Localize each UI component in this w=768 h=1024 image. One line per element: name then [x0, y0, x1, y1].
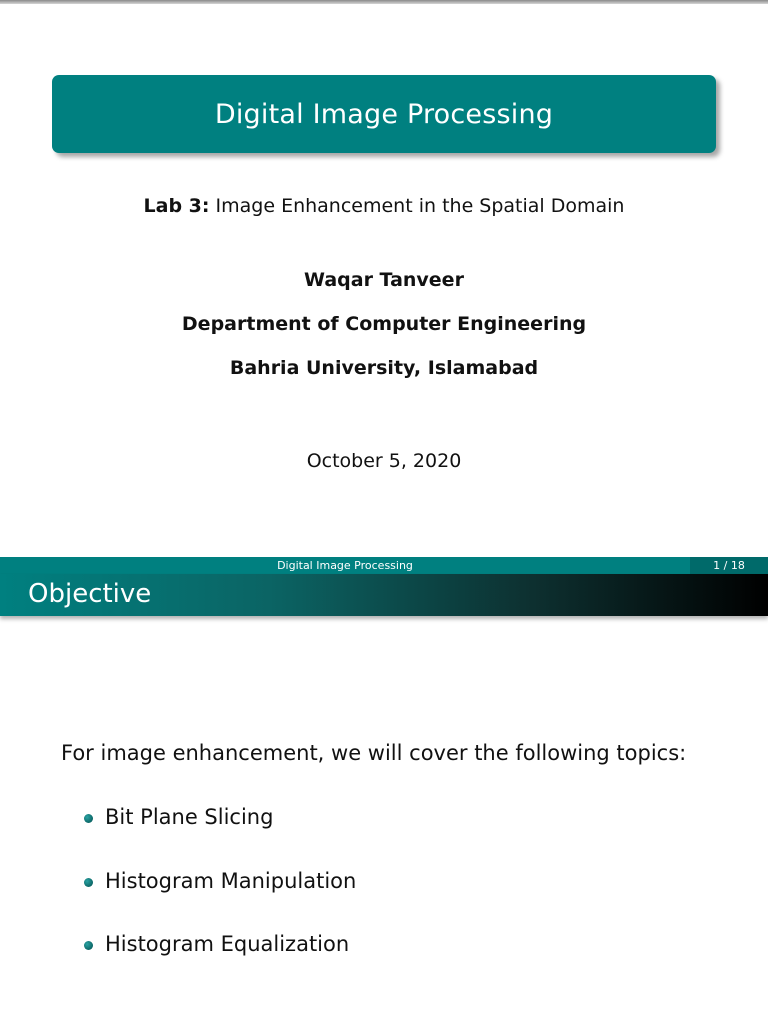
bullet-icon [84, 941, 93, 950]
frame-title: Objective [28, 579, 152, 609]
list-item [84, 869, 356, 893]
footer-bar [0, 557, 768, 574]
frame-header [0, 574, 768, 616]
footer-title: Digital Image Processing [277, 559, 413, 572]
department-name: Department of Computer Engineering [181, 313, 587, 335]
page-number: 1 / 18 [690, 557, 768, 574]
lab-subtitle: Image Enhancement in the Spatial Domain [215, 195, 625, 217]
title-box [52, 75, 716, 153]
slide-title: Digital Image Processing [214, 98, 554, 130]
presentation-date: October 5, 2020 [306, 450, 462, 472]
list-item [84, 932, 349, 956]
lab-label: Lab 3: [143, 195, 210, 217]
university-name: Bahria University, Islamabad [229, 357, 539, 379]
intro-text: For image enhancement, we will cover the following topics: [61, 741, 687, 765]
list-item [84, 805, 273, 829]
bullet-text: Histogram Manipulation [105, 869, 357, 893]
top-rule [0, 0, 768, 4]
bullet-text: Bit Plane Slicing [105, 805, 274, 829]
bullet-icon [84, 878, 93, 887]
lab-line [0, 195, 768, 217]
bullet-icon [84, 814, 93, 823]
author-name: Waqar Tanveer [304, 269, 464, 291]
bullet-text: Histogram Equalization [105, 932, 350, 956]
